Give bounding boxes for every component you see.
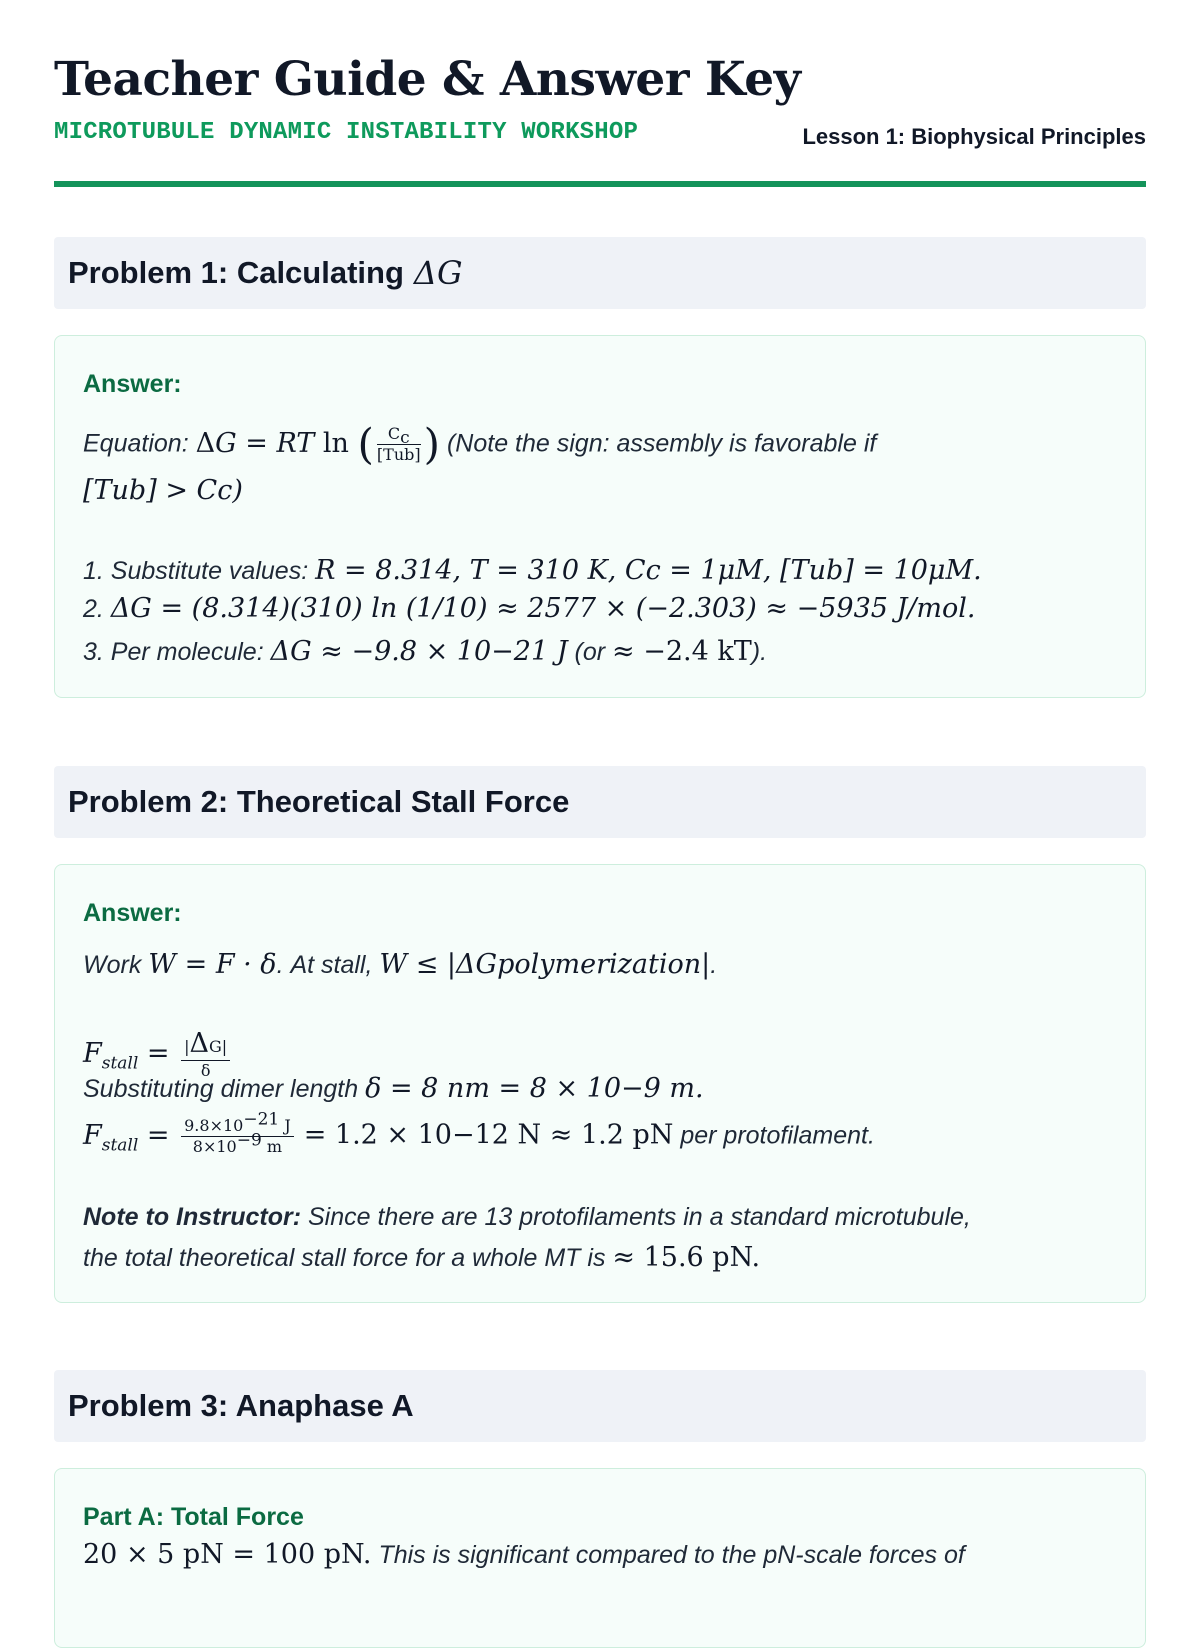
page-title: Teacher Guide & Answer Key <box>54 52 801 107</box>
problem-2-substitution <box>83 1075 704 1102</box>
problem-2-result: $F_{stall}$ = $\frac{9.8\times 10^{-21} J}{8\times 10^{-9} m}$ = 1.2 × 10−12 N ≈ 1.2 pN per protofilament. <box>83 1109 875 1156</box>
problem-1-answer-box <box>54 335 1146 698</box>
note-text-2: the total theoretical stall force for a whole MT is <box>83 1244 606 1272</box>
equation-note: (Note the sign: assembly is favorable if <box>446 429 877 458</box>
problem-3-heading <box>54 1370 1146 1442</box>
step-3-math: ΔG ≈ −9.8 × 10−21 J <box>270 636 568 667</box>
problem-2-answer-label: Answer: <box>83 899 182 927</box>
part-a-label: Part A: Total Force <box>83 1503 304 1531</box>
problem-2-note-line-2 <box>83 1244 760 1271</box>
problem-1-equation-note-end <box>83 477 243 504</box>
workshop-subtitle: MICROTUBULE DYNAMIC INSTABILITY WORKSHOP <box>54 119 639 146</box>
equation-label: Equation: <box>83 429 189 458</box>
stall-inequality: W ≤ |ΔGpolymerization| <box>379 949 711 980</box>
subst-math: δ = 8 nm = 8 × 10−9 m. <box>365 1073 704 1104</box>
problem-2-heading <box>54 766 1146 838</box>
part-a-line <box>83 1541 965 1568</box>
problem-2-work-line: Work W = F · δ. At stall, W ≤ |ΔGpolymerization|. <box>83 949 718 980</box>
problem-1-equation-line <box>83 419 877 469</box>
step-1-math: R = 8.314, T = 310 K, Cc = 1μM, [Tub] = 10μM. <box>315 555 982 586</box>
problem-2-answer-box <box>54 864 1146 1303</box>
subst-label: Substituting dimer length <box>83 1075 359 1103</box>
problem-1-answer-label: Answer: <box>83 370 182 398</box>
problem-2-fstall-formula: $F_{stall}$ = $\frac{|\Delta G|}{\delta}$ <box>83 1029 233 1079</box>
problem-2-note-line-1 <box>83 1205 971 1230</box>
problem-3-answer-box <box>54 1468 1146 1648</box>
step-3-close: ). <box>751 638 768 666</box>
step-2-label: 2. <box>83 595 104 623</box>
step-1-label: 1. Substitute values: <box>83 557 309 585</box>
note-label: Note to Instructor: <box>83 1203 302 1231</box>
problem-1-step-3 <box>83 638 767 665</box>
problem-1-symbol: ΔG <box>413 254 463 292</box>
lesson-label: Lesson 1: Biophysical Principles <box>802 124 1146 149</box>
per-protofilament: per protofilament. <box>680 1121 875 1150</box>
problem-1-heading <box>54 237 1146 309</box>
header-divider <box>54 181 1146 187</box>
note-text-1: Since there are 13 protofilaments in a standard microtubule, <box>308 1203 971 1231</box>
problem-1-step-1 <box>83 557 982 584</box>
step-3-or: (or <box>574 638 606 666</box>
work-label: Work <box>83 951 142 979</box>
step-2-math: ΔG = (8.314)(310) ln (1/10) ≈ 2577 × (−2.303) ≈ −5935 J/mol. <box>110 593 976 624</box>
problem-3-title: Problem 3: Anaphase A <box>68 1388 414 1423</box>
equation-note-end: [Tub] > Cc) <box>83 475 243 506</box>
equation-formula: ΔG = RT ln ( $\frac{C_c}{\text{[Tub]}}$ ) <box>195 419 441 469</box>
result-math: = 1.2 × 10−12 N ≈ 1.2 pN <box>303 1119 674 1151</box>
part-a-math: 20 × 5 pN = 100 pN. <box>83 1539 372 1570</box>
problem-2-title: Problem 2: Theoretical Stall Force <box>68 784 570 819</box>
problem-1-title: Problem 1: Calculating <box>68 255 404 290</box>
part-a-text: This is significant compared to the pN-scale forces of <box>378 1541 965 1569</box>
problem-1-step-2 <box>83 595 976 622</box>
at-stall-text: . At stall, <box>276 951 373 979</box>
work-math: W = F · δ <box>148 949 277 980</box>
note-value: ≈ 15.6 pN. <box>612 1242 761 1273</box>
step-3-kt: ≈ −2.4 kT <box>612 636 752 667</box>
step-3-label: 3. Per molecule: <box>83 638 264 666</box>
